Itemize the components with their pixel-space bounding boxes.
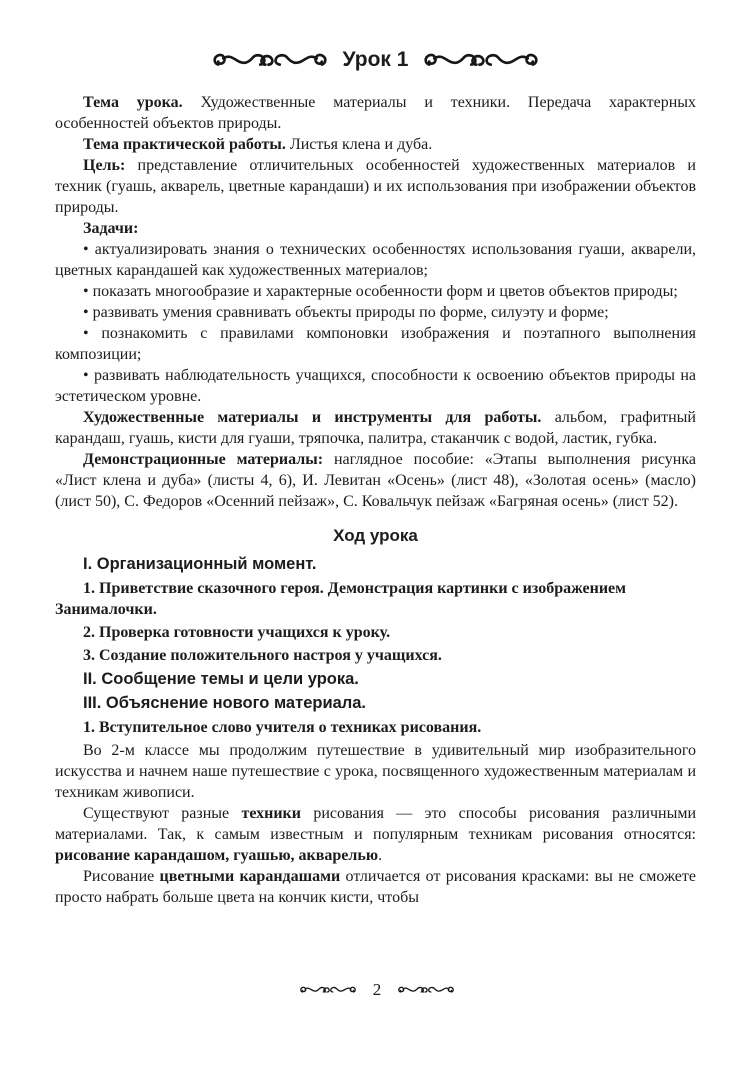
text-run: Во 2-м классе мы продолжим путешествие в удивительный мир изобразительного искусства и начнем наше путешествие с урока, посвященного художественным материалам и техникам живописи. [55,742,696,801]
text-run: I. Организационный момент. [83,555,317,573]
flourish-ornament-left [211,51,329,70]
org-item-1 [55,578,696,620]
text-run: Ход урока [333,526,418,545]
text-run: . [378,847,383,864]
materialy-i-instrumenty [55,407,696,449]
text-run: Тема практической работы. [83,136,290,153]
text-run: Существуют разные [83,805,242,822]
text-run: 3. Создание положительного настроя у учащихся. [83,647,442,664]
footer-flourish-left [299,984,357,996]
flourish-ornament-right [422,51,540,70]
page-body [55,92,696,908]
body-text-1 [55,740,696,803]
org-item-3 [55,645,696,666]
page-footer [0,980,754,1000]
text-run: альбом, графитный карандаш, гуашь, кисти для гуаши, тряпочка, палитра, стаканчик с водой, ластик, губка. [55,409,696,447]
text-run: Художественные материалы и техники. Передача характерных особенностей объектов природы. [55,94,697,132]
khod-uroka-heading [55,525,696,546]
text-run: 1. Вступительное слово учителя о техниках рисования. [83,719,482,736]
org-item-2 [55,622,696,643]
section-1-org-moment [55,554,696,575]
text-run: отличается от рисования красками: вы не сможете просто набрать больше цвета на кончик кисти, чтобы [55,868,697,906]
text-run: наглядное пособие: «Этапы выполнения рисунка «Лист клена и дуба» (листы 4, 6), И. Левитан «Осень» (лист 48), «Золотая осень» (масло) (лист 50), С. Федоров «Осенний пейзаж», С. Ковальчук пейзаж «Багряная осень» (лист 52). [55,451,697,510]
zadacha-3 [55,302,696,323]
text-run: техники [241,805,301,822]
text-run: Художественные материалы и инструменты для работы. [83,409,555,426]
tema-uroka [55,92,696,134]
zadacha-5 [55,365,696,407]
text-run: • развивать наблюдательность учащихся, способности к освоению объектов природы на эстетическом уровне. [55,367,696,405]
text-run: Демонстрационные материалы: [83,451,334,468]
text-run: Листья клена и дуба. [289,136,433,153]
zadacha-2 [55,281,696,302]
text-run: • развивать умения сравнивать объекты природы по форме, силуэту и форме; [83,304,609,321]
page-content [55,48,696,908]
text-run: II. Сообщение темы и цели урока. [83,670,359,688]
text-run: представление отличительных особенностей художественных материалов и техник (гуашь, акварель, цветные карандаши) и их использования при изображении объектов природы. [55,157,696,216]
zadachi-heading [55,218,696,239]
zadacha-1 [55,239,696,281]
body-text-3 [55,866,696,908]
text-run: Рисование [83,868,160,885]
text-run: • актуализировать знания о технических особенностях использования гуаши, акварели, цветных карандашей как художественных материалов; [55,241,696,279]
section-3-obyasnenie-materiala [55,693,696,714]
page-number: 2 [372,980,382,999]
body-text-2 [55,803,696,866]
text-run: Задачи: [83,220,139,237]
text-run: рисования — это способы рисования различными материалами. Так, к самым известным и популярным техникам рисования относятся: [55,805,696,843]
text-run: цветными карандашами [159,868,341,885]
lesson-header [55,48,696,72]
vstupitelnoe-slovo-heading [55,717,696,738]
section-2-soobshchenie-temy [55,669,696,690]
text-run: Цель: [83,157,138,174]
text-run: 2. Проверка готовности учащихся к уроку. [83,624,391,641]
text-run: 1. Приветствие сказочного героя. Демонстрация картинки с изображением Занималочки. [55,580,627,618]
text-run: Тема урока. [83,94,201,111]
text-run: рисование карандашом, гуашью, акварелью [55,847,379,864]
zadacha-4 [55,323,696,365]
lesson-title: Урок 1 [342,48,409,71]
footer-flourish-right [397,984,455,996]
text-run: • познакомить с правилами компоновки изображения и поэтапного выполнения композиции; [55,325,696,363]
tsel [55,155,696,218]
demonstratsionnye-materialy [55,449,696,512]
text-run: III. Объяснение нового материала. [83,694,367,712]
text-run: • показать многообразие и характерные особенности форм и цветов объектов природы; [83,283,678,300]
tema-prakticheskoy-raboty [55,134,696,155]
